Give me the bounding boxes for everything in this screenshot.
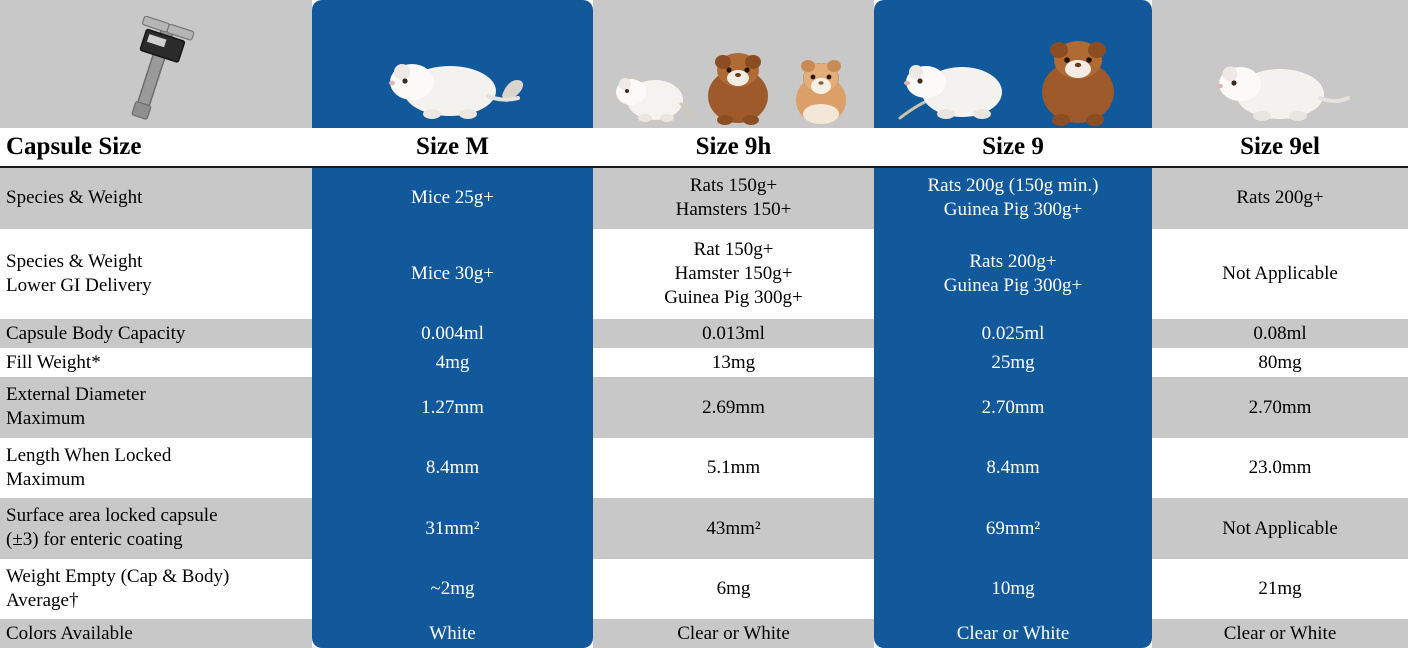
- header-image-size-9el: [1152, 0, 1408, 128]
- row-label: Colors Available: [0, 619, 312, 648]
- row-label: External Diameter Maximum: [0, 377, 312, 438]
- row-value: White: [312, 619, 593, 648]
- row-label: Species & Weight: [0, 167, 312, 229]
- table-row: [0, 348, 1408, 377]
- row-value: 2.70mm: [874, 377, 1152, 438]
- table-row: [0, 438, 1408, 499]
- row-value: Clear or White: [593, 619, 874, 648]
- row-value: 69mm²: [874, 498, 1152, 559]
- row-value: 2.70mm: [1152, 377, 1408, 438]
- table-row: [0, 229, 1408, 320]
- row-value: 10mg: [874, 559, 1152, 620]
- row-label: Surface area locked capsule (±3) for enteric coating: [0, 498, 312, 559]
- row-value: Clear or White: [1152, 619, 1408, 648]
- mouse-icon: [312, 10, 593, 128]
- table-row: [0, 319, 1408, 348]
- row-value: Not Applicable: [1152, 229, 1408, 320]
- row-value: Clear or White: [874, 619, 1152, 648]
- caliper-icon: [0, 10, 312, 128]
- row-value: Rats 200g+ Guinea Pig 300g+: [874, 229, 1152, 320]
- row-value: 0.013ml: [593, 319, 874, 348]
- row-value: 23.0mm: [1152, 438, 1408, 499]
- row-value: 0.025ml: [874, 319, 1152, 348]
- table-row: [0, 167, 1408, 229]
- row-value: 31mm²: [312, 498, 593, 559]
- table-row: [0, 619, 1408, 648]
- row-value: Mice 25g+: [312, 167, 593, 229]
- mouse-guineapig-hamster-icon: [593, 10, 874, 128]
- row-value: Rats 200g (150g min.) Guinea Pig 300g+: [874, 167, 1152, 229]
- row-value: 8.4mm: [312, 438, 593, 499]
- row-value: 1.27mm: [312, 377, 593, 438]
- column-title-1: Size 9h: [593, 128, 874, 167]
- row-value: ~2mg: [312, 559, 593, 620]
- rat-icon: [1152, 10, 1408, 128]
- column-title-0: Size M: [312, 128, 593, 167]
- header-title-row: [0, 128, 1408, 167]
- row-value: 0.08ml: [1152, 319, 1408, 348]
- row-value: 4mg: [312, 348, 593, 377]
- header-image-size-9: [874, 0, 1152, 128]
- page-title: Capsule Size: [0, 128, 312, 167]
- rat-guineapig-icon: [874, 10, 1152, 128]
- table-row: [0, 377, 1408, 438]
- caliper-cell: [0, 0, 312, 128]
- header-image-size-m: [312, 0, 593, 128]
- row-label: Capsule Body Capacity: [0, 319, 312, 348]
- row-value: Rat 150g+ Hamster 150g+ Guinea Pig 300g+: [593, 229, 874, 320]
- row-value: 8.4mm: [874, 438, 1152, 499]
- table-row: [0, 498, 1408, 559]
- row-label: Species & Weight Lower GI Delivery: [0, 229, 312, 320]
- row-label: Fill Weight*: [0, 348, 312, 377]
- row-value: Rats 150g+ Hamsters 150+: [593, 167, 874, 229]
- row-value: 21mg: [1152, 559, 1408, 620]
- row-value: 0.004ml: [312, 319, 593, 348]
- row-value: 13mg: [593, 348, 874, 377]
- column-title-3: Size 9el: [1152, 128, 1408, 167]
- header-image-row: [0, 0, 1408, 128]
- row-value: 80mg: [1152, 348, 1408, 377]
- row-label: Weight Empty (Cap & Body) Average†: [0, 559, 312, 620]
- row-value: 6mg: [593, 559, 874, 620]
- column-title-2: Size 9: [874, 128, 1152, 167]
- header-image-size-9h: [593, 0, 874, 128]
- row-value: 43mm²: [593, 498, 874, 559]
- row-value: 5.1mm: [593, 438, 874, 499]
- row-value: Not Applicable: [1152, 498, 1408, 559]
- row-value: Rats 200g+: [1152, 167, 1408, 229]
- row-label: Length When Locked Maximum: [0, 438, 312, 499]
- row-value: Mice 30g+: [312, 229, 593, 320]
- table-row: [0, 559, 1408, 620]
- row-value: 2.69mm: [593, 377, 874, 438]
- row-value: 25mg: [874, 348, 1152, 377]
